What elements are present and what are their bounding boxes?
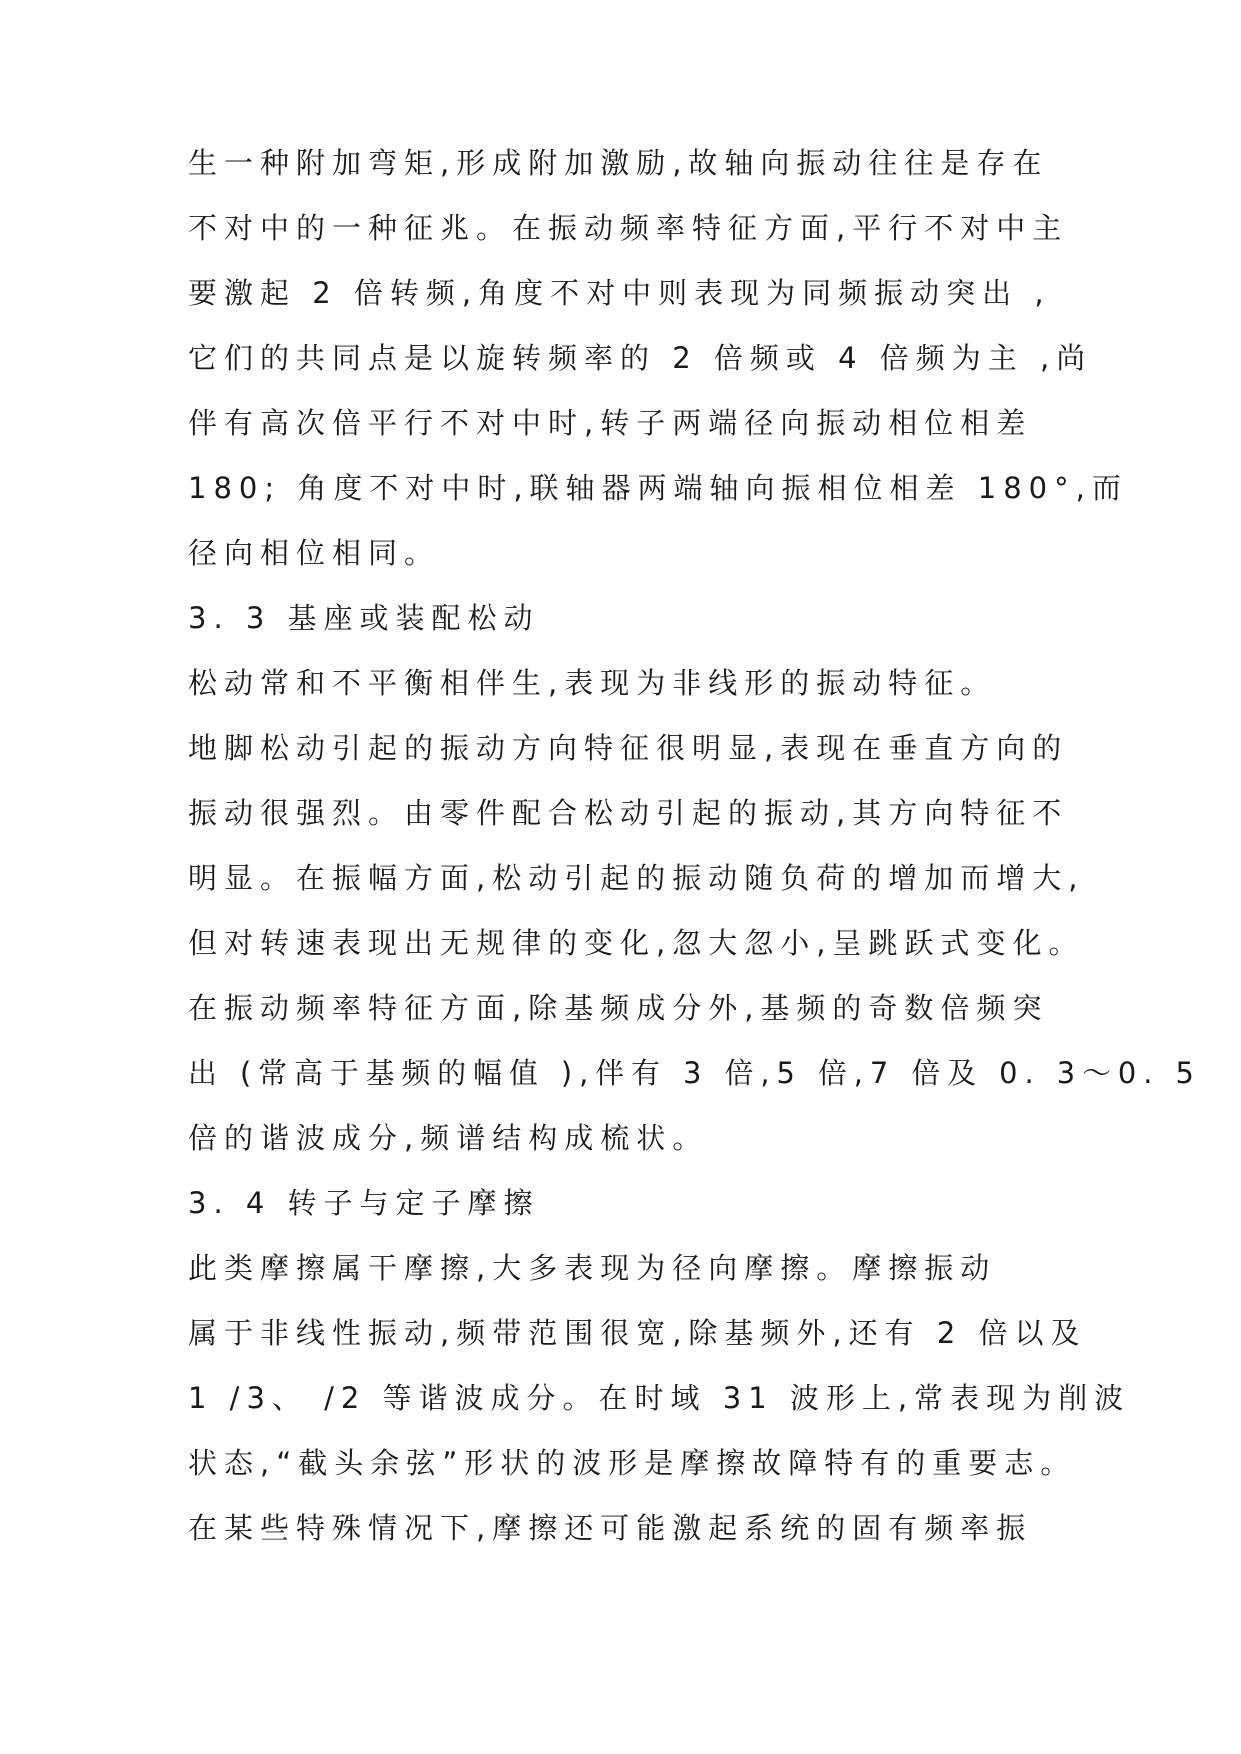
text-line: 在某些特殊情况下,摩擦还可能激起系统的固有频率振: [188, 1511, 1033, 1545]
text-line: 180; 角度不对中时,联轴器两端轴向振相位相差 180°,而: [188, 471, 1128, 505]
text-line: 出 (常高于基频的幅值 ),伴有 3 倍,5 倍,7 倍及 0. 3～0. 5: [188, 1056, 1201, 1090]
text-line: 伴有高次倍平行不对中时,转子两端径向振动相位相差: [188, 406, 1033, 440]
text-line: 状态,“截头余弦”形状的波形是摩擦故障特有的重要志。: [188, 1446, 1077, 1480]
text-line: 倍的谐波成分,频谱结构成梳状。: [188, 1121, 709, 1155]
text-line: 振动很强烈。由零件配合松动引起的振动,其方向特征不: [188, 796, 1069, 830]
text-line: 松动常和不平衡相伴生,表现为非线形的振动特征。: [188, 666, 997, 700]
text-line: 它们的共同点是以旋转频率的 2 倍频或 4 倍频为主 ,尚: [188, 341, 1093, 375]
text-line: 地脚松动引起的振动方向特征很明显,表现在垂直方向的: [188, 731, 1069, 765]
text-line: 1 /3、 /2 等谐波成分。在时域 31 波形上,常表现为削波: [188, 1381, 1131, 1415]
text-line: 此类摩擦属干摩擦,大多表现为径向摩擦。摩擦振动: [188, 1251, 997, 1285]
text-line: 但对转速表现出无规律的变化,忽大忽小,呈跳跃式变化。: [188, 926, 1085, 960]
text-line: 在振动频率特征方面,除基频成分外,基频的奇数倍频突: [188, 991, 1049, 1025]
text-line: 径向相位相同。: [188, 536, 441, 570]
text-line: 属于非线性振动,频带范围很宽,除基频外,还有 2 倍以及: [188, 1316, 1087, 1350]
text-line: 明显。在振幅方面,松动引起的振动随负荷的增加而增大,: [188, 861, 1085, 895]
section-heading: 3. 3 基座或装配松动: [188, 601, 540, 635]
section-heading: 3. 4 转子与定子摩擦: [188, 1186, 540, 1220]
text-line: 要激起 2 倍转频,角度不对中则表现为同频振动突出 ,: [188, 276, 1051, 310]
text-line: 不对中的一种征兆。在振动频率特征方面,平行不对中主: [188, 211, 1069, 245]
text-line: 生一种附加弯矩,形成附加激励,故轴向振动往往是存在: [188, 146, 1049, 180]
